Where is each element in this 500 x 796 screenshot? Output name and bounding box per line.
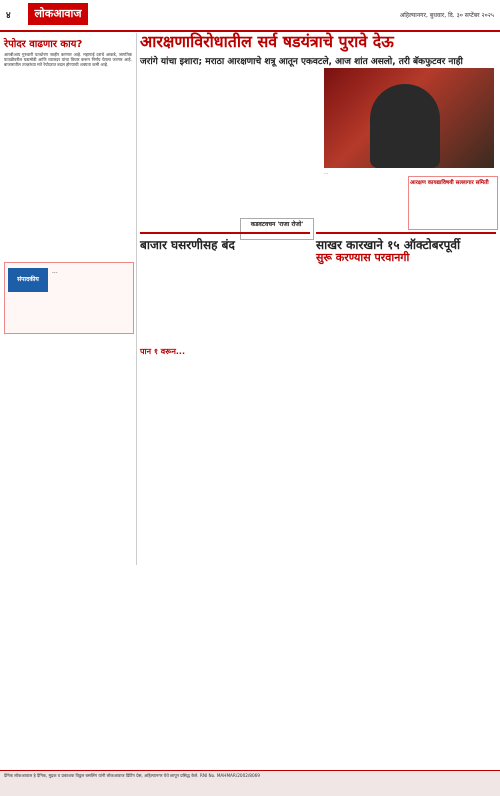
sugar-headline[interactable]: साखर कारखाने १५ ऑक्टोबरपूर्वी [316,232,496,253]
photo-caption: ... [324,170,328,175]
continued-title: पान १ वरून... [140,347,186,356]
editorial-title: ... [52,268,58,275]
lead-headline[interactable]: आरक्षणाविरोधातील सर्व षडयंत्राचे पुरावे देऊ [140,32,394,51]
bazaar-headline[interactable]: बाजार घसरणीसह बंद [140,232,310,253]
sugar-subhead: सुरू करण्यास परवानगी [316,251,410,264]
left-story-headline[interactable]: रेपोदर वाढणार काय? [4,39,83,50]
left-story-body: आरबीआय गुरुवारी पतधोरण जाहीर करणार आहे. महागाई दराचे आकडे, जागतिक पातळीवरील घडामोडी आणि व्याजदर यांचा विचार करून निर्णय घेतला जाणार आहे. बाजारातील तज्ज्ञांच्या मते रेपोदरात बदल होण्याची शक्यता कमी आहे. [4,52,132,68]
person-photo-icon [370,84,440,168]
right-box-title: आरक्षण कायद्याविषयी सल्लागार समिती [410,180,489,186]
editorial-badge: संपादकीय [8,268,48,292]
lead-subhead: जरांगे यांचा इशारा; मराठा आरक्षणाचे शत्रू आतून एकवटले, आज शांत असलो, तरी बॅकफुटवर नाही [140,57,463,67]
footer-text: दैनिक लोकआवाज हे दैनिक, मुद्रक व प्रकाशक विठ्ठल बसलिंग यांनी लोकआवाज प्रिंटिंग प्रेस, अहिल्यानगर येथे छापून प्रसिद्ध केले. RNI No. MAHMAR/2002/8069 [4,773,260,778]
newspaper-logo: लोकआवाज [28,3,88,25]
page-number: ४ [6,11,11,21]
dateline: अहिल्यानगर, बुधवार, दि. ३० सप्टेंबर २०२५ [399,12,494,19]
kadvat-title: कडवटवचन 'राजा रोजो' [250,221,304,228]
